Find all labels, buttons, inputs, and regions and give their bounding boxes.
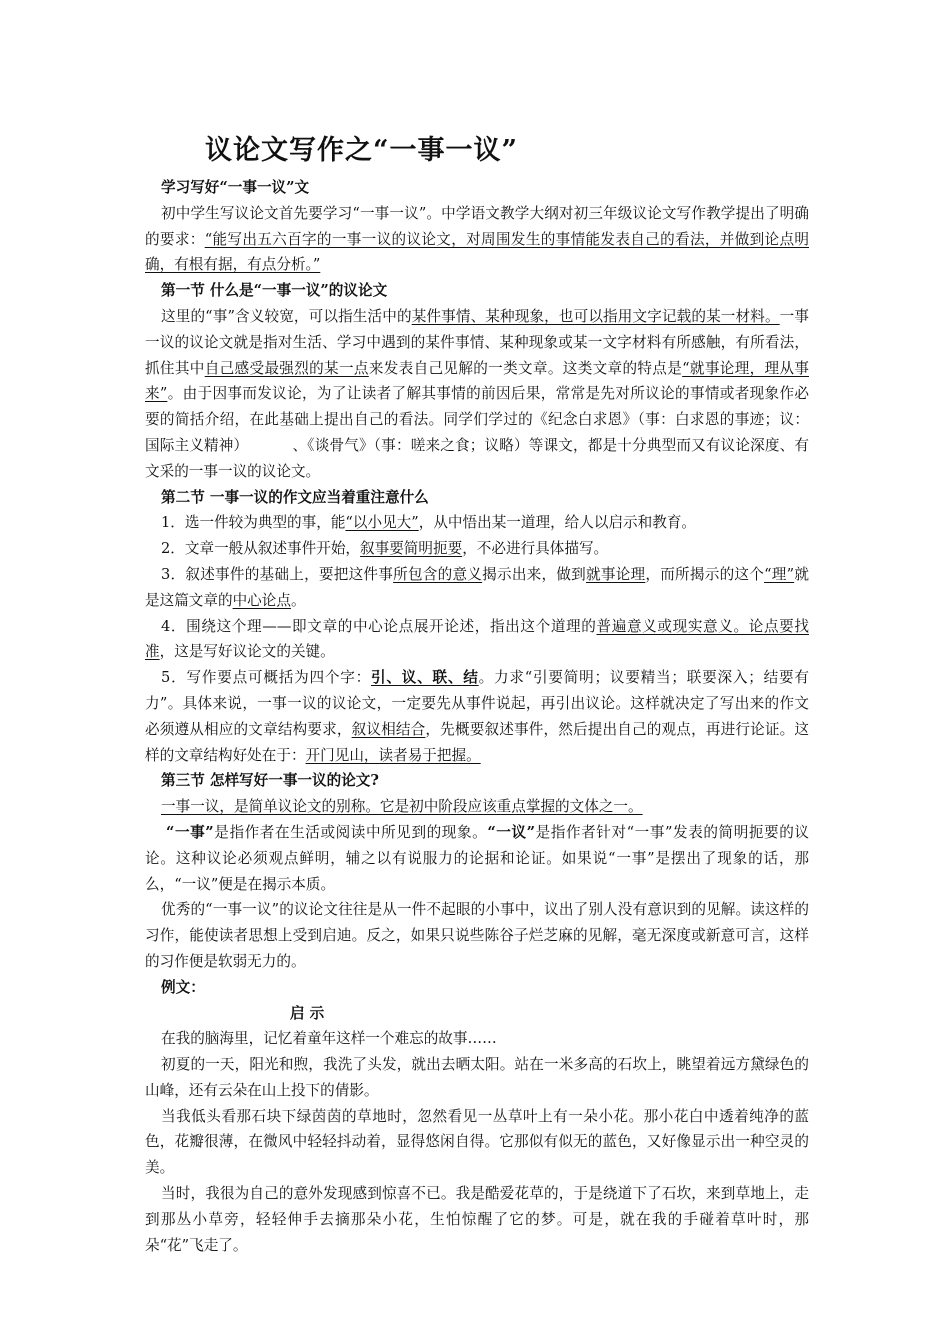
- s1-text-a: 这里的“事”含义较宽，可以指生活中的: [161, 307, 412, 325]
- example-paragraph-1: 在我的脑海里，记忆着童年这样一个难忘的故事……: [161, 1030, 497, 1048]
- section-1-paragraph: [145, 304, 809, 485]
- s2-p3-text-a: 3．叙述事件的基础上，要把这件事: [161, 565, 394, 583]
- s3-p2-text-d: 是指作者针对“一事”发表的简明扼要的议论。这种议论必须观点鲜明，辅之以有说服力的论据和论证。如果说“一事”是摆出了现象的话，那么，“一议”便是在揭示本质。: [145, 823, 809, 893]
- s2-point-5: [145, 665, 809, 768]
- s2-p3-underline-f: “理”: [764, 565, 795, 583]
- s2-point-1: [145, 510, 809, 536]
- s3-p1-underline: 一事一议，是简单议论文的别称。它是初中阶段应该重点掌握的文体之一。: [161, 798, 643, 816]
- s2-p3-text-g: 就是这篇文章的: [145, 565, 809, 609]
- s2-p5-underline-d: 叙议相结合: [351, 720, 426, 738]
- s2-p3-text-i: 。: [290, 591, 306, 609]
- s1-text-e: 来发表自己见解的一类文章。这类文章的特点是: [368, 359, 683, 377]
- s2-p1-text: 1．选一件较为典型的事，能: [161, 514, 346, 532]
- s1-underline-b: 某件事情、某种现象，也可以指用文字记载的某一材料。: [411, 307, 780, 325]
- section-3-heading: 第三节 怎样写好一事一议的论文?: [161, 772, 379, 790]
- s2-p4-text-end: ，这是写好议论文的关键。: [159, 643, 335, 661]
- example-paragraph-3: 当我低头看那石块下绿茵茵的草地时，忽然看见一丛草叶上有一朵小花。那小花白中透着纯净的蓝色，花瓣很薄，在微风中轻轻抖动着，显得悠闲自得。它那似有似无的蓝色，又好像显示出一种空灵的美。: [145, 1107, 809, 1177]
- s2-p5-text-a: 5．写作要点可概括为四个字：: [161, 669, 371, 687]
- s2-p3-text-c: 揭示出来，做到: [482, 565, 587, 583]
- s2-p1-underline: “以小见大”: [345, 514, 419, 532]
- s3-paragraph-1: [145, 794, 809, 820]
- s1-text-h: 、《谈骨气》（事：嗟来之食；议略）等课文，都是十分典型而又有议论深度、有文采的一事一议的议论文。: [145, 436, 809, 480]
- s1-underline-d: 自己感受最强烈的某一点: [204, 359, 369, 377]
- s2-p5-keywords: 引、议、联、结: [370, 669, 479, 687]
- s2-p2-text-end: ，不必进行具体描写。: [462, 540, 609, 558]
- s2-p3-text-e: ，而所揭示的这个: [645, 565, 765, 583]
- example-paragraph-2: 初夏的一天，阳光和煦，我洗了头发，就出去晒太阳。站在一米多高的石坎上，眺望着远方黛绿色的山峰，还有云朵在山上投下的倩影。: [145, 1056, 809, 1099]
- s3-paragraph-3: 优秀的“一事一议”的议论文往往是从一件不起眼的小事中，议出了别人没有意识到的见解。读这样的习作，能使读者思想上受到启迪。反之，如果只说些陈谷子烂芝麻的见解，毫无深度或新意可言，这样的习作便是软弱无力的。: [145, 901, 809, 970]
- intro-requirement-quote: “能写出五六百字的一事一议的议论文，对周围发生的事情能发表自己的看法，并做到论点明确，有根有据，有点分析。”: [145, 230, 809, 274]
- s1-underline-f: “就事论理，理从事来”: [145, 359, 809, 403]
- document-title: 议论文写作之“一事一议”: [205, 135, 519, 166]
- example-title: 启 示: [290, 1004, 325, 1022]
- s2-p2-text: 2．文章一般从叙述事件开始，: [161, 540, 361, 558]
- s1-text-g: 。由于因事而发议论，为了让读者了解其事情的前因后果，常常是先对所议论的事情或者现象作必要的简括介绍，在此基础上提出自己的看法。同学们学过的《纪念白求恩》（事：白求恩的事迹；议：国际主义精神）: [145, 385, 809, 454]
- intro-text: 初中学生写议论文首先要学习“一事一议”。中学语文教学大纲对初三年级议论文写作教学提出了明确的要求：: [145, 204, 809, 248]
- s2-p3-underline-d: 就事论理: [586, 565, 646, 583]
- example-paragraph-4: 当时，我很为自己的意外发现感到惊喜不已。我是酷爱花草的，于是绕道下了石坎，来到草地上，走到那丛小草旁，轻轻伸手去摘那朵小花，生怕惊醒了它的梦。可是，就在我的手碰着草叶时，那朵“花”飞走了。: [145, 1185, 809, 1254]
- s2-p5-text-e: ，先概要叙述事件，然后提出自己的观点，再进行论证。这样的文章结构好处在于：: [145, 720, 809, 764]
- section-1-heading: 第一节 什么是“一事一议”的议论文: [161, 282, 388, 300]
- document-body: [145, 175, 809, 1258]
- s2-point-3: [145, 562, 809, 614]
- s1-text-c: 一事一议的议论文就是指对生活、学习中遇到的某件事情、某种现象或某一文字材料有所感触，有所看法，抓住其中: [145, 307, 809, 377]
- s2-p5-text-c: 。力求“引要简明；议要精当；联要深入；结要有力”。具体来说，一事一议的议论文，一定要先从事件说起，再引出议论。这样就决定了写出来的作文必须遵从相应的文章结构要求，: [145, 669, 809, 738]
- section-2-heading: 第二节 一事一议的作文应当着重注意什么: [161, 488, 429, 506]
- s3-yiyi-term: “一议”: [487, 823, 536, 841]
- s2-p5-underline-f: 开门见山，读者易于把握。: [305, 746, 481, 764]
- s3-paragraph-2: [145, 820, 809, 897]
- example-label: 例文：: [161, 978, 205, 996]
- intro-paragraph: [145, 201, 809, 278]
- s2-p2-underline: 叙事要简明扼要: [360, 540, 463, 558]
- s3-yishi-term: “一事”: [166, 823, 214, 841]
- s2-p1-text-end: ，从中悟出某一道理，给人以启示和教育。: [418, 514, 697, 532]
- s3-p2-text-b: 是指作者在生活或阅读中所见到的现象。: [213, 823, 488, 841]
- s2-p3-underline-b: 所包含的意义: [393, 565, 483, 583]
- s2-p4-underline: 普遍意义或现实意义。论点要找准: [145, 617, 809, 661]
- s2-point-2: [145, 536, 809, 562]
- s2-p4-text: 4．围绕这个理——即文章的中心论点展开论述，指出这个道理的: [161, 617, 597, 635]
- s2-p3-underline-h: 中心论点: [232, 591, 291, 609]
- s2-point-4: [145, 614, 809, 666]
- subtitle: 学习写好“一事一议”文: [161, 179, 310, 196]
